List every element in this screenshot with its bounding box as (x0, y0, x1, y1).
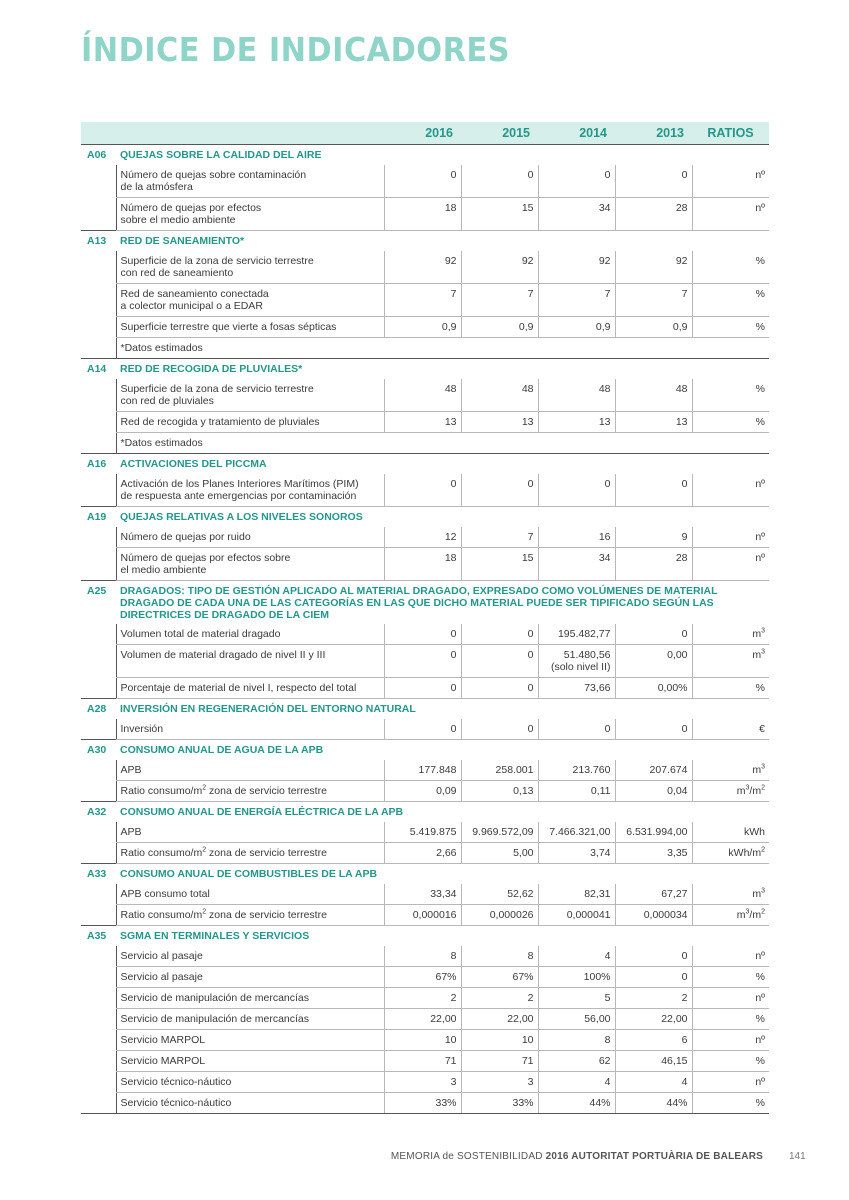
row-spacer (81, 884, 116, 905)
row-value: 0 (461, 678, 538, 699)
row-value: 100% (538, 967, 615, 988)
table-row (81, 822, 769, 843)
section-row (81, 454, 769, 475)
section-code: A32 (81, 802, 116, 823)
page-number: 141 (789, 1151, 806, 1162)
row-value: 0 (461, 624, 538, 645)
row-spacer (81, 474, 116, 507)
note-row (81, 433, 769, 454)
row-label: Volumen total de material dragado (116, 624, 384, 645)
table-row (81, 781, 769, 802)
row-value: 0,9 (538, 317, 615, 338)
row-value: 22,00 (461, 1009, 538, 1030)
table-row (81, 1072, 769, 1093)
section-row (81, 581, 769, 625)
row-label: Servicio técnico-náutico (116, 1072, 384, 1093)
row-label: Activación de los Planes Interiores Marítimos (PIM) de respuesta ante emergencias por contaminación (116, 474, 384, 507)
row-value: 71 (384, 1051, 461, 1072)
row-spacer (81, 548, 116, 581)
table-row (81, 251, 769, 284)
row-value: 5.419.875 (384, 822, 461, 843)
row-value: 8 (384, 946, 461, 967)
table-row (81, 624, 769, 645)
row-value: 18 (384, 548, 461, 581)
row-ratio: % (692, 284, 769, 317)
row-label: Servicio de manipulación de mercancías (116, 1009, 384, 1030)
row-value: 0,13 (461, 781, 538, 802)
row-label: APB consumo total (116, 884, 384, 905)
row-label: Servicio MARPOL (116, 1030, 384, 1051)
row-label: Número de quejas por efectos sobre el medio ambiente (116, 548, 384, 581)
row-value: 22,00 (615, 1009, 692, 1030)
row-value: 0 (384, 624, 461, 645)
row-label: Servicio al pasaje (116, 967, 384, 988)
row-value: 0 (615, 624, 692, 645)
row-value: 67% (384, 967, 461, 988)
row-value: 7 (461, 284, 538, 317)
row-ratio: % (692, 379, 769, 412)
row-value: 10 (461, 1030, 538, 1051)
row-value: 0 (384, 474, 461, 507)
table-header-row (81, 122, 769, 145)
row-value: 0 (615, 946, 692, 967)
row-value: 48 (461, 379, 538, 412)
section-row (81, 231, 769, 252)
row-value: 7 (384, 284, 461, 317)
row-value: 0 (384, 645, 461, 678)
table-row (81, 1093, 769, 1114)
row-value: 73,66 (538, 678, 615, 699)
row-value: 258.001 (461, 760, 538, 781)
section-code: A28 (81, 699, 116, 720)
row-value: 6.531.994,00 (615, 822, 692, 843)
col-header-2013: 2013 (615, 122, 692, 145)
row-value: 0,9 (461, 317, 538, 338)
row-ratio: $m^3$ (692, 884, 769, 905)
row-value: 2,66 (384, 843, 461, 864)
row-ratio: % (692, 967, 769, 988)
row-value: 92 (461, 251, 538, 284)
row-value: 0 (615, 967, 692, 988)
row-label: Número de quejas sobre contaminación de la atmósfera (116, 165, 384, 198)
row-spacer (81, 379, 116, 412)
row-value: 33% (384, 1093, 461, 1114)
row-value: 13 (538, 412, 615, 433)
row-value: 0,000016 (384, 905, 461, 926)
row-label: Servicio técnico-náutico (116, 1093, 384, 1114)
row-ratio: nº (692, 198, 769, 231)
row-spacer (81, 905, 116, 926)
row-spacer (81, 822, 116, 843)
row-value: 48 (615, 379, 692, 412)
row-ratio: % (692, 1009, 769, 1030)
row-value: 28 (615, 548, 692, 581)
row-value: 0 (461, 719, 538, 740)
row-spacer (81, 527, 116, 548)
row-value: 0,09 (384, 781, 461, 802)
table-row (81, 946, 769, 967)
row-value: 4 (615, 1072, 692, 1093)
row-spacer (81, 412, 116, 433)
row-label: Servicio MARPOL (116, 1051, 384, 1072)
row-value: 0 (538, 474, 615, 507)
row-value: 207.674 (615, 760, 692, 781)
row-label: Red de saneamiento conectada a colector municipal o a EDAR (116, 284, 384, 317)
section-title: INVERSIÓN EN REGENERACIÓN DEL ENTORNO NATURAL (116, 699, 769, 720)
section-title: ACTIVACIONES DEL PICCMA (116, 454, 769, 475)
row-value: 15 (461, 198, 538, 231)
table-row (81, 284, 769, 317)
row-value: 3,74 (538, 843, 615, 864)
row-label: Superficie de la zona de servicio terrestre con red de saneamiento (116, 251, 384, 284)
section-title: CONSUMO ANUAL DE COMBUSTIBLES DE LA APB (116, 864, 769, 885)
row-value: 177.848 (384, 760, 461, 781)
row-value: 0,9 (615, 317, 692, 338)
table-row (81, 198, 769, 231)
table-row (81, 412, 769, 433)
row-value: 48 (384, 379, 461, 412)
row-value: 7 (461, 527, 538, 548)
row-value: 34 (538, 198, 615, 231)
row-spacer (81, 678, 116, 699)
section-code: A25 (81, 581, 116, 625)
row-value: 3 (384, 1072, 461, 1093)
row-spacer (81, 645, 116, 678)
row-ratio: % (692, 251, 769, 284)
section-title: CONSUMO ANUAL DE ENERGÍA ELÉCTRICA DE LA APB (116, 802, 769, 823)
row-value: 51.480,56 (solo nivel II) (538, 645, 615, 678)
row-value: 67,27 (615, 884, 692, 905)
row-value: 0 (615, 719, 692, 740)
section-code: A19 (81, 507, 116, 528)
row-value: 13 (461, 412, 538, 433)
indicators-table-body (81, 122, 769, 1114)
row-ratio: $m^3/m^2$ (692, 781, 769, 802)
col-header-2016: 2016 (384, 122, 461, 145)
row-value: 0 (538, 165, 615, 198)
row-value: 2 (384, 988, 461, 1009)
row-value: 13 (615, 412, 692, 433)
row-value: 82,31 (538, 884, 615, 905)
section-row (81, 740, 769, 761)
row-value: 15 (461, 548, 538, 581)
table-row (81, 905, 769, 926)
row-value: 0,000041 (538, 905, 615, 926)
row-value: 12 (384, 527, 461, 548)
row-value: 92 (615, 251, 692, 284)
section-row (81, 802, 769, 823)
row-spacer (81, 1051, 116, 1072)
row-spacer (81, 988, 116, 1009)
row-value: 0,9 (384, 317, 461, 338)
row-ratio: $m^3$ (692, 645, 769, 678)
row-value: 4 (538, 946, 615, 967)
row-ratio: € (692, 719, 769, 740)
section-code: A16 (81, 454, 116, 475)
row-value: 9 (615, 527, 692, 548)
row-label: Red de recogida y tratamiento de pluviales (116, 412, 384, 433)
row-value: 0 (615, 165, 692, 198)
footer-publication: MEMORIA de SOSTENIBILIDAD (390, 1151, 543, 1162)
table-row (81, 474, 769, 507)
row-spacer (81, 843, 116, 864)
row-value: 92 (538, 251, 615, 284)
row-ratio: % (692, 1093, 769, 1114)
row-value: 0 (461, 474, 538, 507)
section-row (81, 864, 769, 885)
row-value: 0 (461, 645, 538, 678)
row-ratio: nº (692, 165, 769, 198)
row-label: APB (116, 760, 384, 781)
row-spacer (81, 317, 116, 338)
note-row (81, 338, 769, 359)
row-spacer (81, 1093, 116, 1114)
row-value: 28 (615, 198, 692, 231)
row-value: 4 (538, 1072, 615, 1093)
row-spacer (81, 284, 116, 317)
row-value: 6 (615, 1030, 692, 1051)
row-value: 13 (384, 412, 461, 433)
row-label: Superficie de la zona de servicio terrestre con red de pluviales (116, 379, 384, 412)
row-value: 8 (461, 946, 538, 967)
table-row (81, 165, 769, 198)
row-value: 7 (538, 284, 615, 317)
table-row (81, 719, 769, 740)
row-label: Porcentaje de material de nivel I, respecto del total (116, 678, 384, 699)
row-label: Servicio de manipulación de mercancías (116, 988, 384, 1009)
row-ratio: kWh (692, 822, 769, 843)
section-title: QUEJAS RELATIVAS A LOS NIVELES SONOROS (116, 507, 769, 528)
row-value: 10 (384, 1030, 461, 1051)
section-title: RED DE RECOGIDA DE PLUVIALES* (116, 359, 769, 380)
section-title: CONSUMO ANUAL DE AGUA DE LA APB (116, 740, 769, 761)
row-value: 0,00% (615, 678, 692, 699)
row-label: APB (116, 822, 384, 843)
table-row (81, 843, 769, 864)
section-code: A06 (81, 145, 116, 166)
row-ratio: nº (692, 527, 769, 548)
row-value: 0 (384, 678, 461, 699)
row-value: 34 (538, 548, 615, 581)
row-value: 71 (461, 1051, 538, 1072)
section-row (81, 926, 769, 947)
row-spacer (81, 946, 116, 967)
row-value: 44% (615, 1093, 692, 1114)
table-row (81, 527, 769, 548)
row-label: Número de quejas por ruido (116, 527, 384, 548)
row-spacer (81, 165, 116, 198)
section-code: A13 (81, 231, 116, 252)
row-value: 8 (538, 1030, 615, 1051)
table-row (81, 678, 769, 699)
page-title: ÍNDICE DE INDICADORES (81, 30, 510, 69)
row-spacer (81, 338, 116, 359)
table-row (81, 548, 769, 581)
row-ratio: nº (692, 946, 769, 967)
row-ratio: $m^3$ (692, 760, 769, 781)
row-spacer (81, 781, 116, 802)
footer (300, 1151, 763, 1162)
row-value: 9.969.572,09 (461, 822, 538, 843)
row-ratio: % (692, 412, 769, 433)
col-header-ratios: RATIOS (692, 122, 769, 145)
row-value: 33,34 (384, 884, 461, 905)
table-row (81, 1009, 769, 1030)
row-ratio: nº (692, 1072, 769, 1093)
col-header-2014: 2014 (538, 122, 615, 145)
row-value: 56,00 (538, 1009, 615, 1030)
row-ratio: nº (692, 548, 769, 581)
row-label: Servicio al pasaje (116, 946, 384, 967)
row-ratio: % (692, 678, 769, 699)
row-value: 0,000026 (461, 905, 538, 926)
section-title: QUEJAS SOBRE LA CALIDAD DEL AIRE (116, 145, 769, 166)
row-ratio: % (692, 317, 769, 338)
row-spacer (81, 719, 116, 740)
row-ratio: nº (692, 988, 769, 1009)
row-ratio: nº (692, 474, 769, 507)
row-ratio: $m^3/m^2$ (692, 905, 769, 926)
section-row (81, 359, 769, 380)
table-row (81, 884, 769, 905)
row-spacer (81, 760, 116, 781)
row-value: 7 (615, 284, 692, 317)
row-spacer (81, 1009, 116, 1030)
section-note: *Datos estimados (116, 338, 769, 359)
row-value: 0 (538, 719, 615, 740)
row-value: 33% (461, 1093, 538, 1114)
row-value: 213.760 (538, 760, 615, 781)
section-code: A35 (81, 926, 116, 947)
indicators-table (81, 122, 769, 1114)
row-value: 0,04 (615, 781, 692, 802)
section-note: *Datos estimados (116, 433, 769, 454)
table-row (81, 379, 769, 412)
row-value: 5,00 (461, 843, 538, 864)
row-label: Superficie terrestre que vierte a fosas sépticas (116, 317, 384, 338)
row-value: 52,62 (461, 884, 538, 905)
table-row (81, 1051, 769, 1072)
row-label: Ratio consumo/$m^2$ zona de servicio terrestre (116, 781, 384, 802)
section-title: SGMA EN TERMINALES Y SERVICIOS (116, 926, 769, 947)
row-label: Número de quejas por efectos sobre el medio ambiente (116, 198, 384, 231)
row-spacer (81, 198, 116, 231)
table-row (81, 645, 769, 678)
row-value: 3,35 (615, 843, 692, 864)
table-row (81, 1030, 769, 1051)
row-value: 0 (384, 719, 461, 740)
row-value: 195.482,77 (538, 624, 615, 645)
table-row (81, 317, 769, 338)
section-title: RED DE SANEAMIENTO* (116, 231, 769, 252)
section-code: A14 (81, 359, 116, 380)
row-spacer (81, 967, 116, 988)
section-row (81, 699, 769, 720)
row-value: 0 (384, 165, 461, 198)
row-value: 18 (384, 198, 461, 231)
row-value: 0 (615, 474, 692, 507)
table-row (81, 988, 769, 1009)
row-value: 44% (538, 1093, 615, 1114)
row-value: 16 (538, 527, 615, 548)
section-code: A33 (81, 864, 116, 885)
section-row (81, 145, 769, 166)
row-label: Volumen de material dragado de nivel II y III (116, 645, 384, 678)
row-value: 62 (538, 1051, 615, 1072)
row-spacer (81, 1072, 116, 1093)
footer-brand: 2016 AUTORITAT PORTUÀRIA DE BALEARS (545, 1151, 763, 1162)
row-label: Inversión (116, 719, 384, 740)
row-value: 48 (538, 379, 615, 412)
section-code: A30 (81, 740, 116, 761)
row-ratio: kWh/$m^2$ (692, 843, 769, 864)
table-row (81, 760, 769, 781)
row-value: 5 (538, 988, 615, 1009)
row-value: 92 (384, 251, 461, 284)
row-value: 0,11 (538, 781, 615, 802)
row-value: 67% (461, 967, 538, 988)
row-value: 0 (461, 165, 538, 198)
row-value: 22,00 (384, 1009, 461, 1030)
row-spacer (81, 1030, 116, 1051)
section-row (81, 507, 769, 528)
row-value: 7.466.321,00 (538, 822, 615, 843)
row-value: 2 (615, 988, 692, 1009)
row-spacer (81, 433, 116, 454)
col-header-2015: 2015 (461, 122, 538, 145)
row-spacer (81, 251, 116, 284)
row-value: 3 (461, 1072, 538, 1093)
table-row (81, 967, 769, 988)
row-label: Ratio consumo/$m^2$ zona de servicio terrestre (116, 843, 384, 864)
row-label: Ratio consumo/$m^2$ zona de servicio terrestre (116, 905, 384, 926)
row-value: 46,15 (615, 1051, 692, 1072)
row-value: 0,000034 (615, 905, 692, 926)
section-title: DRAGADOS: TIPO DE GESTIÓN APLICADO AL MATERIAL DRAGADO, EXPRESADO COMO VOLÚMENES DE MATERIAL DRAGADO DE CADA UNA DE LAS CATEGORÍAS EN LAS QUE DICHO MATERIAL PUEDE SER TIPIFICADO SEGÚN LAS DIRECTRICES DE DRAGADO DE LA CIEM (116, 581, 769, 625)
row-ratio: $m^3$ (692, 624, 769, 645)
row-value: 2 (461, 988, 538, 1009)
row-value: 0,00 (615, 645, 692, 678)
row-spacer (81, 624, 116, 645)
row-ratio: nº (692, 1030, 769, 1051)
row-ratio: % (692, 1051, 769, 1072)
